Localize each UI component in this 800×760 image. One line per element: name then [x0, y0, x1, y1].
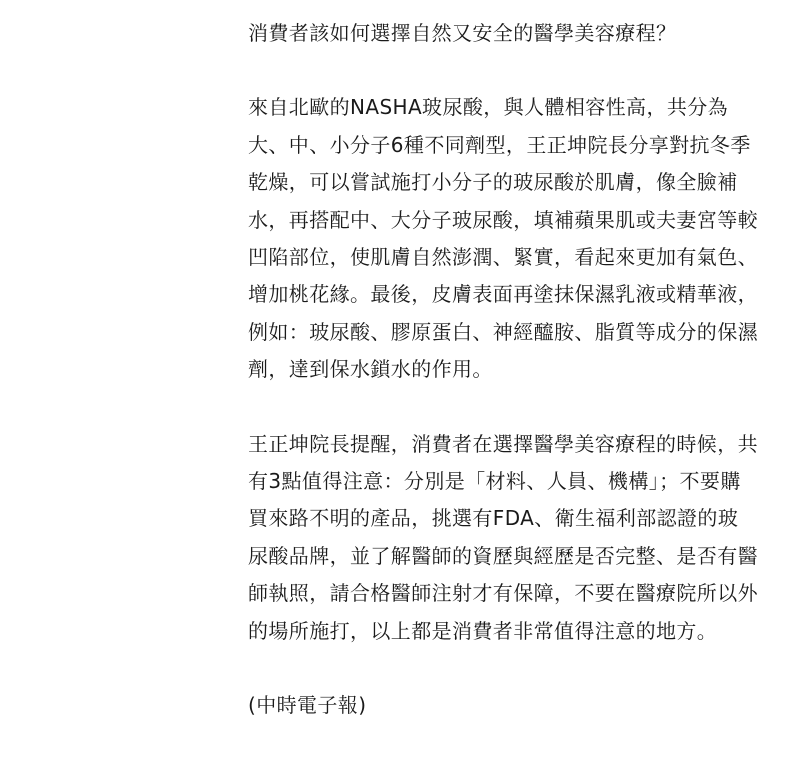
- article-paragraph-advice: 王正坤院長提醒，消費者在選擇醫學美容療程的時候，共有3點值得注意：分別是「材料、人員、機構」；不要購買來路不明的產品，挑選有FDA、衛生福利部認證的玻尿酸品牌，並了解醫師的資歷與經歷是否完整、是否有醫師執照，請合格醫師注射才有保障，不要在醫療院所以外的場所施打，以上都是消費者非常值得注意的地方。: [248, 431, 758, 643]
- article-paragraph-nasha: 來自北歐的NASHA玻尿酸，與人體相容性高，共分為大、中、小分子6種不同劑型，王正坤院長分享對抗冬季乾燥，可以嘗試施打小分子的玻尿酸於肌膚，像全臉補水，再搭配中、大分子玻尿酸，填補蘋果肌或夫妻宮等較凹陷部位，使肌膚自然澎潤、緊實，看起來更加有氣色、增加桃花緣。最後，皮膚表面再塗抹保濕乳液或精華液，例如：玻尿酸、膠原蛋白、神經醯胺、脂質等成分的保濕劑，達到保水鎖水的作用。: [248, 95, 758, 382]
- article-question-heading: 消費者該如何選擇自然又安全的醫學美容療程？: [248, 21, 677, 45]
- article-body: [248, 15, 758, 725]
- article-source: (中時電子報): [248, 693, 367, 718]
